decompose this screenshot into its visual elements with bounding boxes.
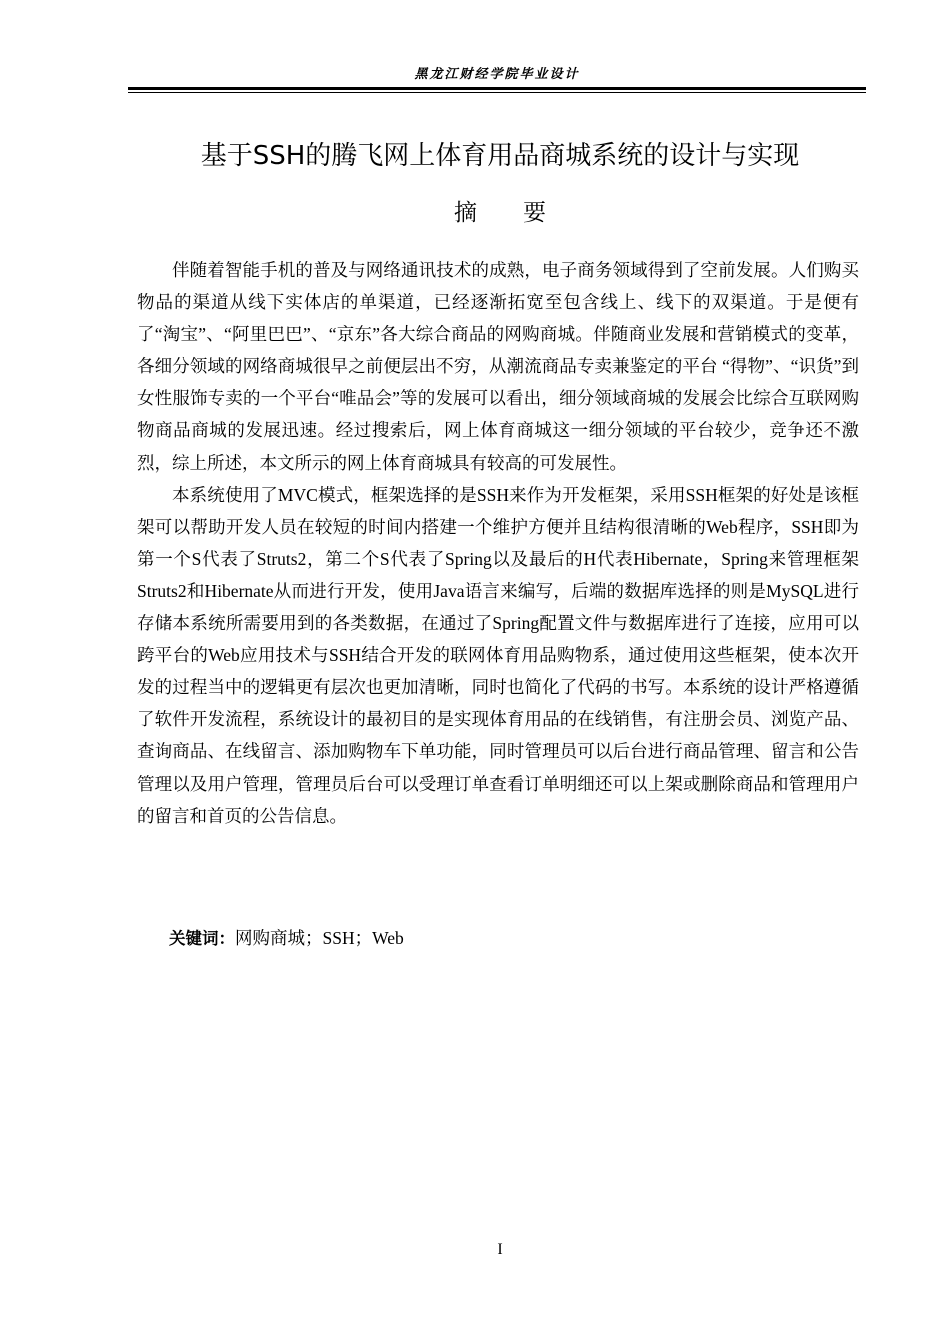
keywords-line — [169, 922, 404, 955]
abstract-paragraph-2: 本系统使用了MVC模式，框架选择的是SSH来作为开发框架，采用SSH框架的好处是该框架可以帮助开发人员在较短的时间内搭建一个维护方便并且结构很清晰的Web程序，SSH即为第一个S代表了Struts2，第二个S代表了Spring以及最后的H代表Hibernate，Spring来管理框架Struts2和Hibernate从而进行开发，使用Java语言来编写，后端的数据库选择的则是MySQL进行存储本系统所需要用到的各类数据，在通过了Spring配置文件与数据库进行了连接，应用可以跨平台的Web应用技术与SSH结合开发的联网体育用品购物系，通过使用这些框架，使本次开发的过程当中的逻辑更有层次也更加清晰，同时也简化了代码的书写。本系统的设计严格遵循了软件开发流程，系统设计的最初目的是实现体育用品的在线销售，有注册会员、浏览产品、查询商品、在线留言、添加购物车下单功能，同时管理员可以后台进行商品管理、留言和公告管理以及用户管理，管理员后台可以受理订单查看订单明细还可以上架或删除商品和管理用户的留言和首页的公告信息。 — [137, 484, 859, 826]
running-header: 黑龙江财经学院毕业设计 — [414, 67, 580, 82]
abstract-heading: 摘要 — [454, 200, 592, 226]
abstract-body — [137, 254, 859, 832]
page-number: I — [497, 1241, 503, 1258]
header-rule-thick — [128, 87, 866, 90]
abstract-paragraph-1: 伴随着智能手机的普及与网络通讯技术的成熟，电子商务领域得到了空前发展。人们购买物品的渠道从线下实体店的单渠道，已经逐渐拓宽至包含线上、线下的双渠道。于是便有了“淘宝”、“阿里巴巴”、“京东”各大综合商品的网购商城。伴随商业发展和营销模式的变革，各细分领域的网络商城很早之前便层出不穷，从潮流商品专卖兼鉴定的平台 “得物”、“识货”到女性服饰专卖的一个平台“唯品会”等的发展可以看出，细分领域商城的发展会比综合互联网购物商品商城的发展迅速。经过搜索后，网上体育商城这一细分领域的平台较少，竞争还不激烈，综上所述，本文所示的网上体育商城具有较高的可发展性。 — [137, 260, 859, 473]
keywords-label: 关键词： — [169, 929, 235, 948]
keywords-value: 网购商城；SSH；Web — [235, 928, 404, 948]
document-title: 基于SSH的腾飞网上体育用品商城系统的设计与实现 — [200, 141, 800, 171]
header-rule-thin — [128, 92, 866, 93]
